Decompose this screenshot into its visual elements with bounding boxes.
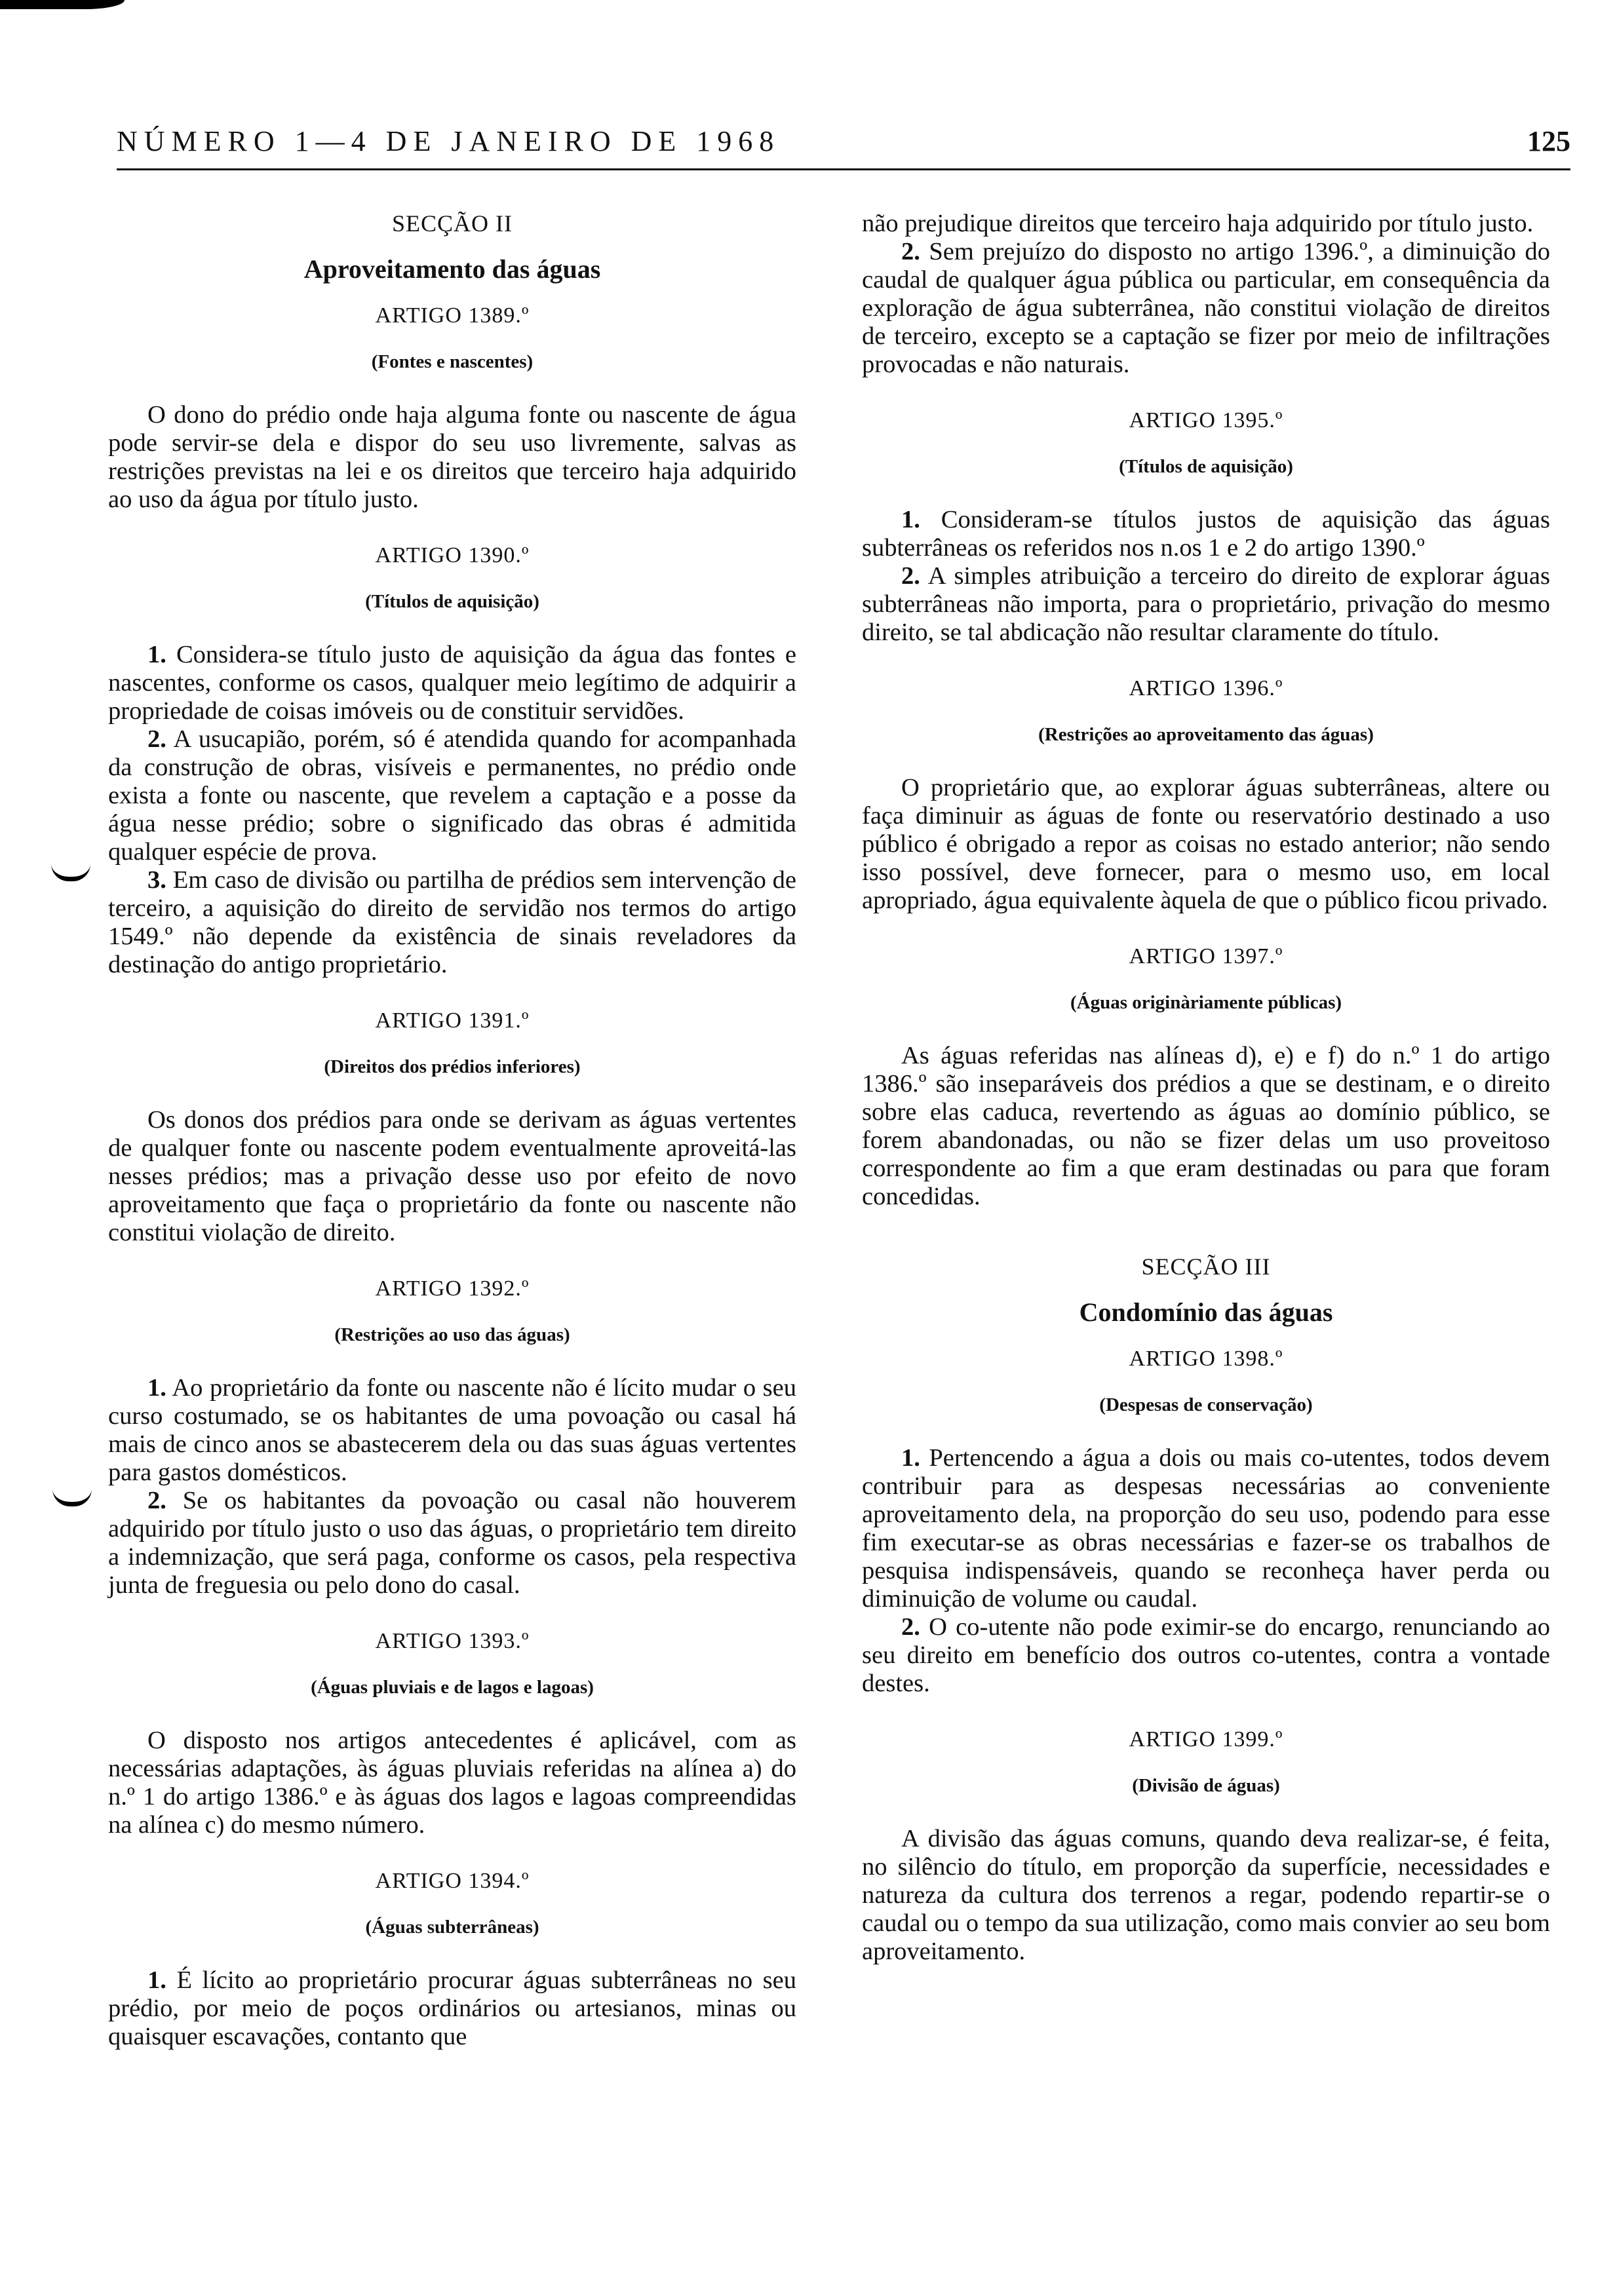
paragraph-text: É lícito ao proprietário procurar águas subterrâneas no seu prédio, por meio de poços ordinários ou artesianos, minas ou quaisquer escavações, contanto que xyxy=(108,1966,797,2050)
paragraph-number: 1. xyxy=(147,1374,166,1402)
article-paragraph xyxy=(108,641,796,725)
paragraph-text: As águas referidas nas alíneas d), e) e f) do n.º 1 do artigo 1386.º são inseparáveis dos prédios a que se destinam, e o direito sobre elas caduca, revertendo as águas ao domínio público, se forem abandonadas, ou não se fizer delas um uso proveitoso correspondente ao fim a que eram destinadas ou para que foram concedidas. xyxy=(862,1042,1550,1210)
article-rubric: (Restrições ao uso das águas) xyxy=(334,1324,570,1345)
paragraph-number: 1. xyxy=(901,1444,920,1472)
article-heading: ARTIGO 1399.º xyxy=(1129,1727,1283,1751)
article-rubric: (Despesas de conservação) xyxy=(1099,1394,1313,1415)
paragraph-text: Ao proprietário da fonte ou nascente não é lícito mudar o seu curso costumado, se os habitantes de uma povoação ou casal há mais de cinco anos se abastecerem dela ou das suas águas vertentes para gastos domésticos. xyxy=(108,1374,796,1486)
binding-hole-mark xyxy=(51,864,90,881)
article-rubric: (Águas originàriamente públicas) xyxy=(1070,992,1342,1013)
article xyxy=(862,942,1550,1238)
paragraph-text: O dono do prédio onde haja alguma fonte ou nascente de água pode servir-se dela e dispor do seu uso livremente, salvas as restrições previstas na lei e os direitos que terceiro haja adquirido ao uso da água por título justo. xyxy=(108,401,796,513)
article-paragraph xyxy=(108,1966,796,2051)
paragraph-number: 2. xyxy=(147,1487,166,1514)
article-heading: ARTIGO 1396.º xyxy=(1129,676,1283,700)
article-paragraph xyxy=(108,866,796,979)
paragraph-number: 2. xyxy=(901,562,920,590)
article xyxy=(108,1006,796,1274)
page-header xyxy=(117,124,1570,164)
binding-hole-mark xyxy=(52,1489,92,1506)
section-title: Aproveitamento das águas xyxy=(303,254,601,284)
journal-issue-title: NÚMERO 1—4 DE JANEIRO DE 1968 xyxy=(117,125,781,157)
article-paragraph xyxy=(862,1042,1550,1211)
paragraph-text: Sem prejuízo do disposto no artigo 1396.º, a diminuição do caudal de qualquer água pública ou particular, em consequência da exploração de água subterrânea, não constitui violação de direitos de terceiro, excepto se a captação se fizer por meio de infiltrações provocadas e não naturais. xyxy=(862,238,1550,378)
article-paragraph xyxy=(108,1727,796,1839)
paragraph-number: 2. xyxy=(901,238,920,265)
section-heading: SECÇÃO III xyxy=(1141,1253,1271,1280)
left-column xyxy=(108,210,796,2078)
paragraph-text: O disposto nos artigos antecedentes é aplicável, com as necessárias adaptações, às águas pluviais referidas na alínea a) do n.º 1 do artigo 1386.º e às águas dos lagos e lagoas compreendidas na alínea c) do mesmo número. xyxy=(108,1727,796,1839)
paragraph-text: Considera-se título justo de aquisição da água das fontes e nascentes, conforme os casos, qualquer meio legítimo de adquirir a propriedade de coisas imóveis ou de constituir servidões. xyxy=(108,641,796,725)
article-heading: ARTIGO 1395.º xyxy=(1129,408,1283,432)
paragraph-number: 3. xyxy=(147,866,166,894)
article-heading: ARTIGO 1392.º xyxy=(375,1276,530,1301)
article-paragraph xyxy=(108,1106,796,1247)
page-number: 125 xyxy=(1527,125,1570,157)
article xyxy=(862,406,1550,674)
paragraph-text: O co-utente não pode eximir-se do encargo, renunciando ao seu direito em benefício dos outros co-utentes, contra a vontade destes. xyxy=(862,1613,1551,1697)
article-rubric: (Águas subterrâneas) xyxy=(365,1917,539,1938)
continued-paragraphs xyxy=(862,238,1550,379)
right-column xyxy=(862,210,1550,1993)
article xyxy=(862,1725,1550,1993)
article-list xyxy=(862,1345,1550,1993)
paragraph-number: 1. xyxy=(901,506,920,533)
continued-paragraph: não prejudique direitos que terceiro haja adquirido por título justo. xyxy=(862,210,1534,237)
paragraph-text: A simples atribuição a terceiro do direito de explorar águas subterrâneas não importa, para o proprietário, privação do mesmo direito, se tal abdicação não resultar claramente do título. xyxy=(862,562,1550,646)
paragraph-text: Se os habitantes da povoação ou casal não houverem adquirido por título justo o uso das águas, o proprietário tem direito a indemnização, que será paga, conforme os casos, pela respectiva junta de freguesia ou pelo dono do casal. xyxy=(108,1487,797,1599)
section-title: Condomínio das águas xyxy=(1079,1297,1333,1327)
paragraph-text: Os donos dos prédios para onde se derivam as águas vertentes de qualquer fonte ou nascente podem eventualmente aproveitá-las nesses prédios; mas a privação desse uso por efeito de novo aproveitamento que faça o proprietário da fonte ou nascente não constitui violação de direito. xyxy=(108,1106,796,1246)
paragraph-text: A usucapião, porém, só é atendida quando for acompanhada da construção de obras, visíveis e permanentes, no prédio onde exista a fonte ou nascente, que revelem a captação e a posse da água nesse prédio; sobre o significado das obras é admitida qualquer espécie de prova. xyxy=(108,725,796,866)
article-paragraph xyxy=(862,774,1550,915)
article-heading: ARTIGO 1389.º xyxy=(375,303,530,328)
article-heading: ARTIGO 1393.º xyxy=(375,1629,530,1653)
article-paragraph xyxy=(108,1374,796,1487)
paragraph-text: O proprietário que, ao explorar águas subterrâneas, altere ou faça diminuir as águas de fonte ou reservatório destinado a uso público é obrigado a repor as coisas no estado anterior; não sendo isso possível, deve fornecer, para o mesmo uso, em local apropriado, água equivalente àquela de que o público ficou privado. xyxy=(862,774,1550,914)
article-rubric: (Títulos de aquisição) xyxy=(1119,456,1293,477)
paragraph-text: Em caso de divisão ou partilha de prédios sem intervenção de terceiro, a aquisição do direito de servidão nos termos do artigo 1549.º não depende da existência de sinais reveladores da destinação do antigo proprietário. xyxy=(108,866,796,978)
article-rubric: (Divisão de águas) xyxy=(1132,1775,1280,1796)
article-paragraph xyxy=(862,562,1550,647)
article xyxy=(862,674,1550,942)
article-heading: ARTIGO 1394.º xyxy=(375,1869,530,1893)
article-paragraph xyxy=(108,725,796,866)
article xyxy=(108,541,796,1006)
article-paragraph xyxy=(862,506,1550,562)
article-heading: ARTIGO 1398.º xyxy=(1129,1347,1283,1371)
article-list xyxy=(862,406,1550,1238)
article-rubric: (Águas pluviais e de lagos e lagoas) xyxy=(311,1677,594,1698)
header-rule xyxy=(117,168,1570,170)
paragraph-text: Consideram-se títulos justos de aquisição das águas subterrâneas os referidos nos n.os 1 e 2 do artigo 1390.º xyxy=(862,506,1550,562)
article xyxy=(108,1274,796,1627)
paragraph-number: 1. xyxy=(147,1966,166,1994)
article-rubric: (Títulos de aquisição) xyxy=(365,591,539,612)
article-heading: ARTIGO 1397.º xyxy=(1129,944,1283,968)
article-heading: ARTIGO 1391.º xyxy=(375,1008,530,1033)
article xyxy=(108,1867,796,2078)
article xyxy=(108,1627,796,1867)
paragraph-text: Pertencendo a água a dois ou mais co-utentes, todos devem contribuir para as despesas necessárias ao conveniente aproveitamento dela, na proporção do seu uso, podendo para esse fim executar-se as obras necessárias e fazer-se os trabalhos de pesquisa indispensáveis, quando se reconheça haver perda ou diminuição de volume ou caudal. xyxy=(862,1444,1551,1613)
section-heading: SECÇÃO II xyxy=(391,210,513,237)
article-rubric: (Direitos dos prédios inferiores) xyxy=(324,1056,581,1077)
article xyxy=(108,301,796,541)
paragraph-number: 2. xyxy=(901,1613,920,1641)
article-paragraph xyxy=(862,1613,1550,1698)
paragraph-text: A divisão das águas comuns, quando deva realizar-se, é feita, no silêncio do título, em proporção da superfície, necessidades e natureza da cultura dos terrenos a regar, podendo repartir-se o caudal ou o tempo da sua utilização, como mais convier ao seu bom aproveitamento. xyxy=(862,1825,1550,1965)
article-rubric: (Restrições ao aproveitamento das águas) xyxy=(1038,724,1374,745)
article-paragraph xyxy=(108,401,796,514)
article-paragraph xyxy=(862,238,1550,379)
article-paragraph xyxy=(862,1825,1550,1966)
article-heading: ARTIGO 1390.º xyxy=(375,543,530,567)
article-paragraph xyxy=(108,1487,796,1599)
scan-edge-artifact xyxy=(0,0,125,9)
article-list xyxy=(108,301,796,2078)
article-rubric: (Fontes e nascentes) xyxy=(371,351,534,372)
paragraph-number: 2. xyxy=(147,725,166,753)
paragraph-number: 1. xyxy=(147,641,166,668)
article xyxy=(862,1345,1550,1725)
article-paragraph xyxy=(862,1444,1550,1613)
